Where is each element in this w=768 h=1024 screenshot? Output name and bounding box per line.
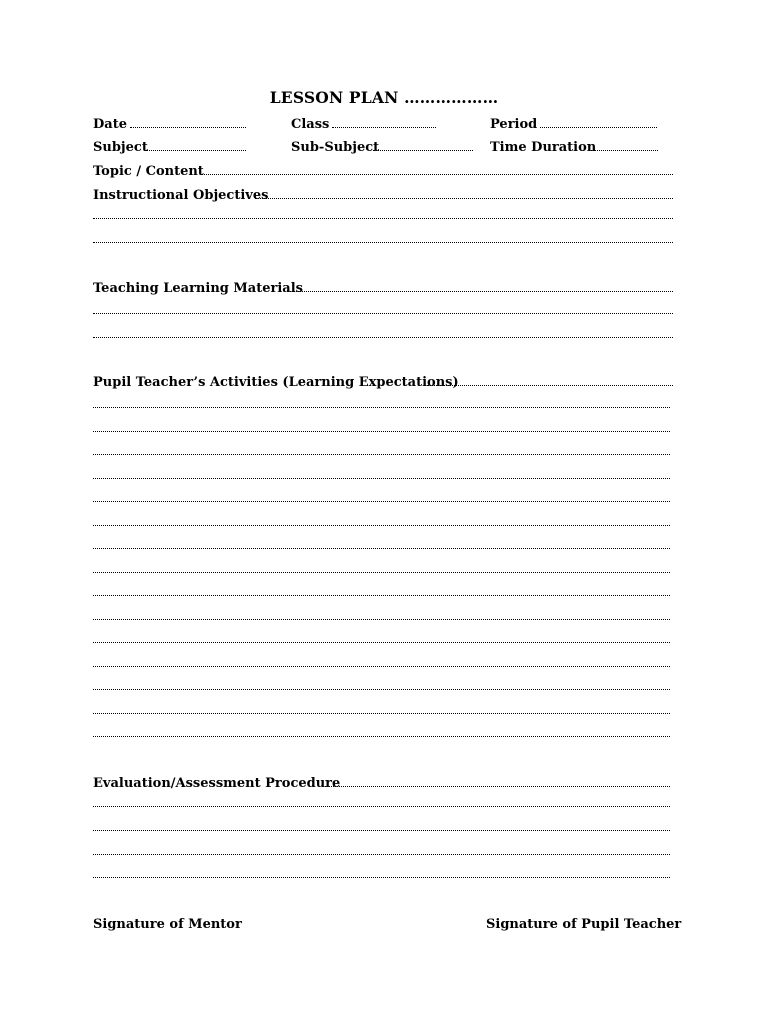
class-blank[interactable] bbox=[332, 124, 436, 128]
objectives-line-1[interactable] bbox=[93, 215, 673, 219]
objectives-label: Instructional Objectives bbox=[93, 188, 269, 203]
activities-line-10[interactable] bbox=[93, 616, 670, 620]
document-title: LESSON PLAN ……………… bbox=[269, 88, 499, 107]
sub-subject-blank[interactable] bbox=[373, 147, 473, 151]
date-label: Date bbox=[93, 117, 127, 132]
activities-line-2[interactable] bbox=[93, 428, 670, 432]
activities-line-14[interactable] bbox=[93, 710, 670, 714]
activities-line-4[interactable] bbox=[93, 475, 670, 479]
materials-line-2[interactable] bbox=[93, 334, 673, 338]
time-duration-label: Time Duration bbox=[490, 140, 597, 155]
sub-subject-field bbox=[291, 140, 383, 155]
sub-subject-label: Sub-Subject bbox=[291, 140, 380, 155]
objectives-line-2[interactable] bbox=[93, 239, 673, 243]
activities-line-12[interactable] bbox=[93, 663, 670, 667]
objectives-blank[interactable] bbox=[255, 195, 673, 199]
activities-line-11[interactable] bbox=[93, 639, 670, 643]
activities-line-13[interactable] bbox=[93, 686, 670, 690]
class-field bbox=[291, 117, 333, 132]
evaluation-blank[interactable] bbox=[325, 783, 670, 787]
period-label: Period bbox=[490, 117, 538, 132]
subject-blank[interactable] bbox=[146, 147, 246, 151]
time-duration-blank[interactable] bbox=[591, 147, 658, 151]
subject-field bbox=[93, 140, 152, 155]
materials-blank[interactable] bbox=[287, 288, 673, 292]
evaluation-line-1[interactable] bbox=[93, 803, 670, 807]
evaluation-line-3[interactable] bbox=[93, 851, 670, 855]
activities-line-9[interactable] bbox=[93, 592, 670, 596]
activities-line-8[interactable] bbox=[93, 569, 670, 573]
date-field bbox=[93, 117, 131, 132]
topic-blank[interactable] bbox=[201, 171, 673, 175]
period-blank[interactable] bbox=[540, 124, 657, 128]
materials-label: Teaching Learning Materials bbox=[93, 281, 303, 296]
date-blank[interactable] bbox=[130, 124, 246, 128]
evaluation-line-2[interactable] bbox=[93, 827, 670, 831]
signature-pupil-teacher: Signature of Pupil Teacher bbox=[486, 917, 682, 932]
period-field bbox=[490, 117, 541, 132]
activities-line-1[interactable] bbox=[93, 404, 670, 408]
activities-blank[interactable] bbox=[427, 382, 673, 386]
materials-line-1[interactable] bbox=[93, 310, 673, 314]
time-duration-field bbox=[490, 140, 600, 155]
activities-label: Pupil Teacher’s Activities (Learning Expectations) bbox=[93, 375, 459, 390]
activities-line-6[interactable] bbox=[93, 522, 670, 526]
evaluation-line-4[interactable] bbox=[93, 874, 670, 878]
activities-line-5[interactable] bbox=[93, 498, 670, 502]
subject-label: Subject bbox=[93, 140, 148, 155]
activities-line-15[interactable] bbox=[93, 733, 670, 737]
activities-line-3[interactable] bbox=[93, 451, 670, 455]
activities-line-7[interactable] bbox=[93, 545, 670, 549]
evaluation-label: Evaluation/Assessment Procedure bbox=[93, 776, 341, 791]
signature-mentor: Signature of Mentor bbox=[93, 917, 242, 932]
class-label: Class bbox=[291, 117, 330, 132]
topic-label: Topic / Content bbox=[93, 164, 204, 179]
